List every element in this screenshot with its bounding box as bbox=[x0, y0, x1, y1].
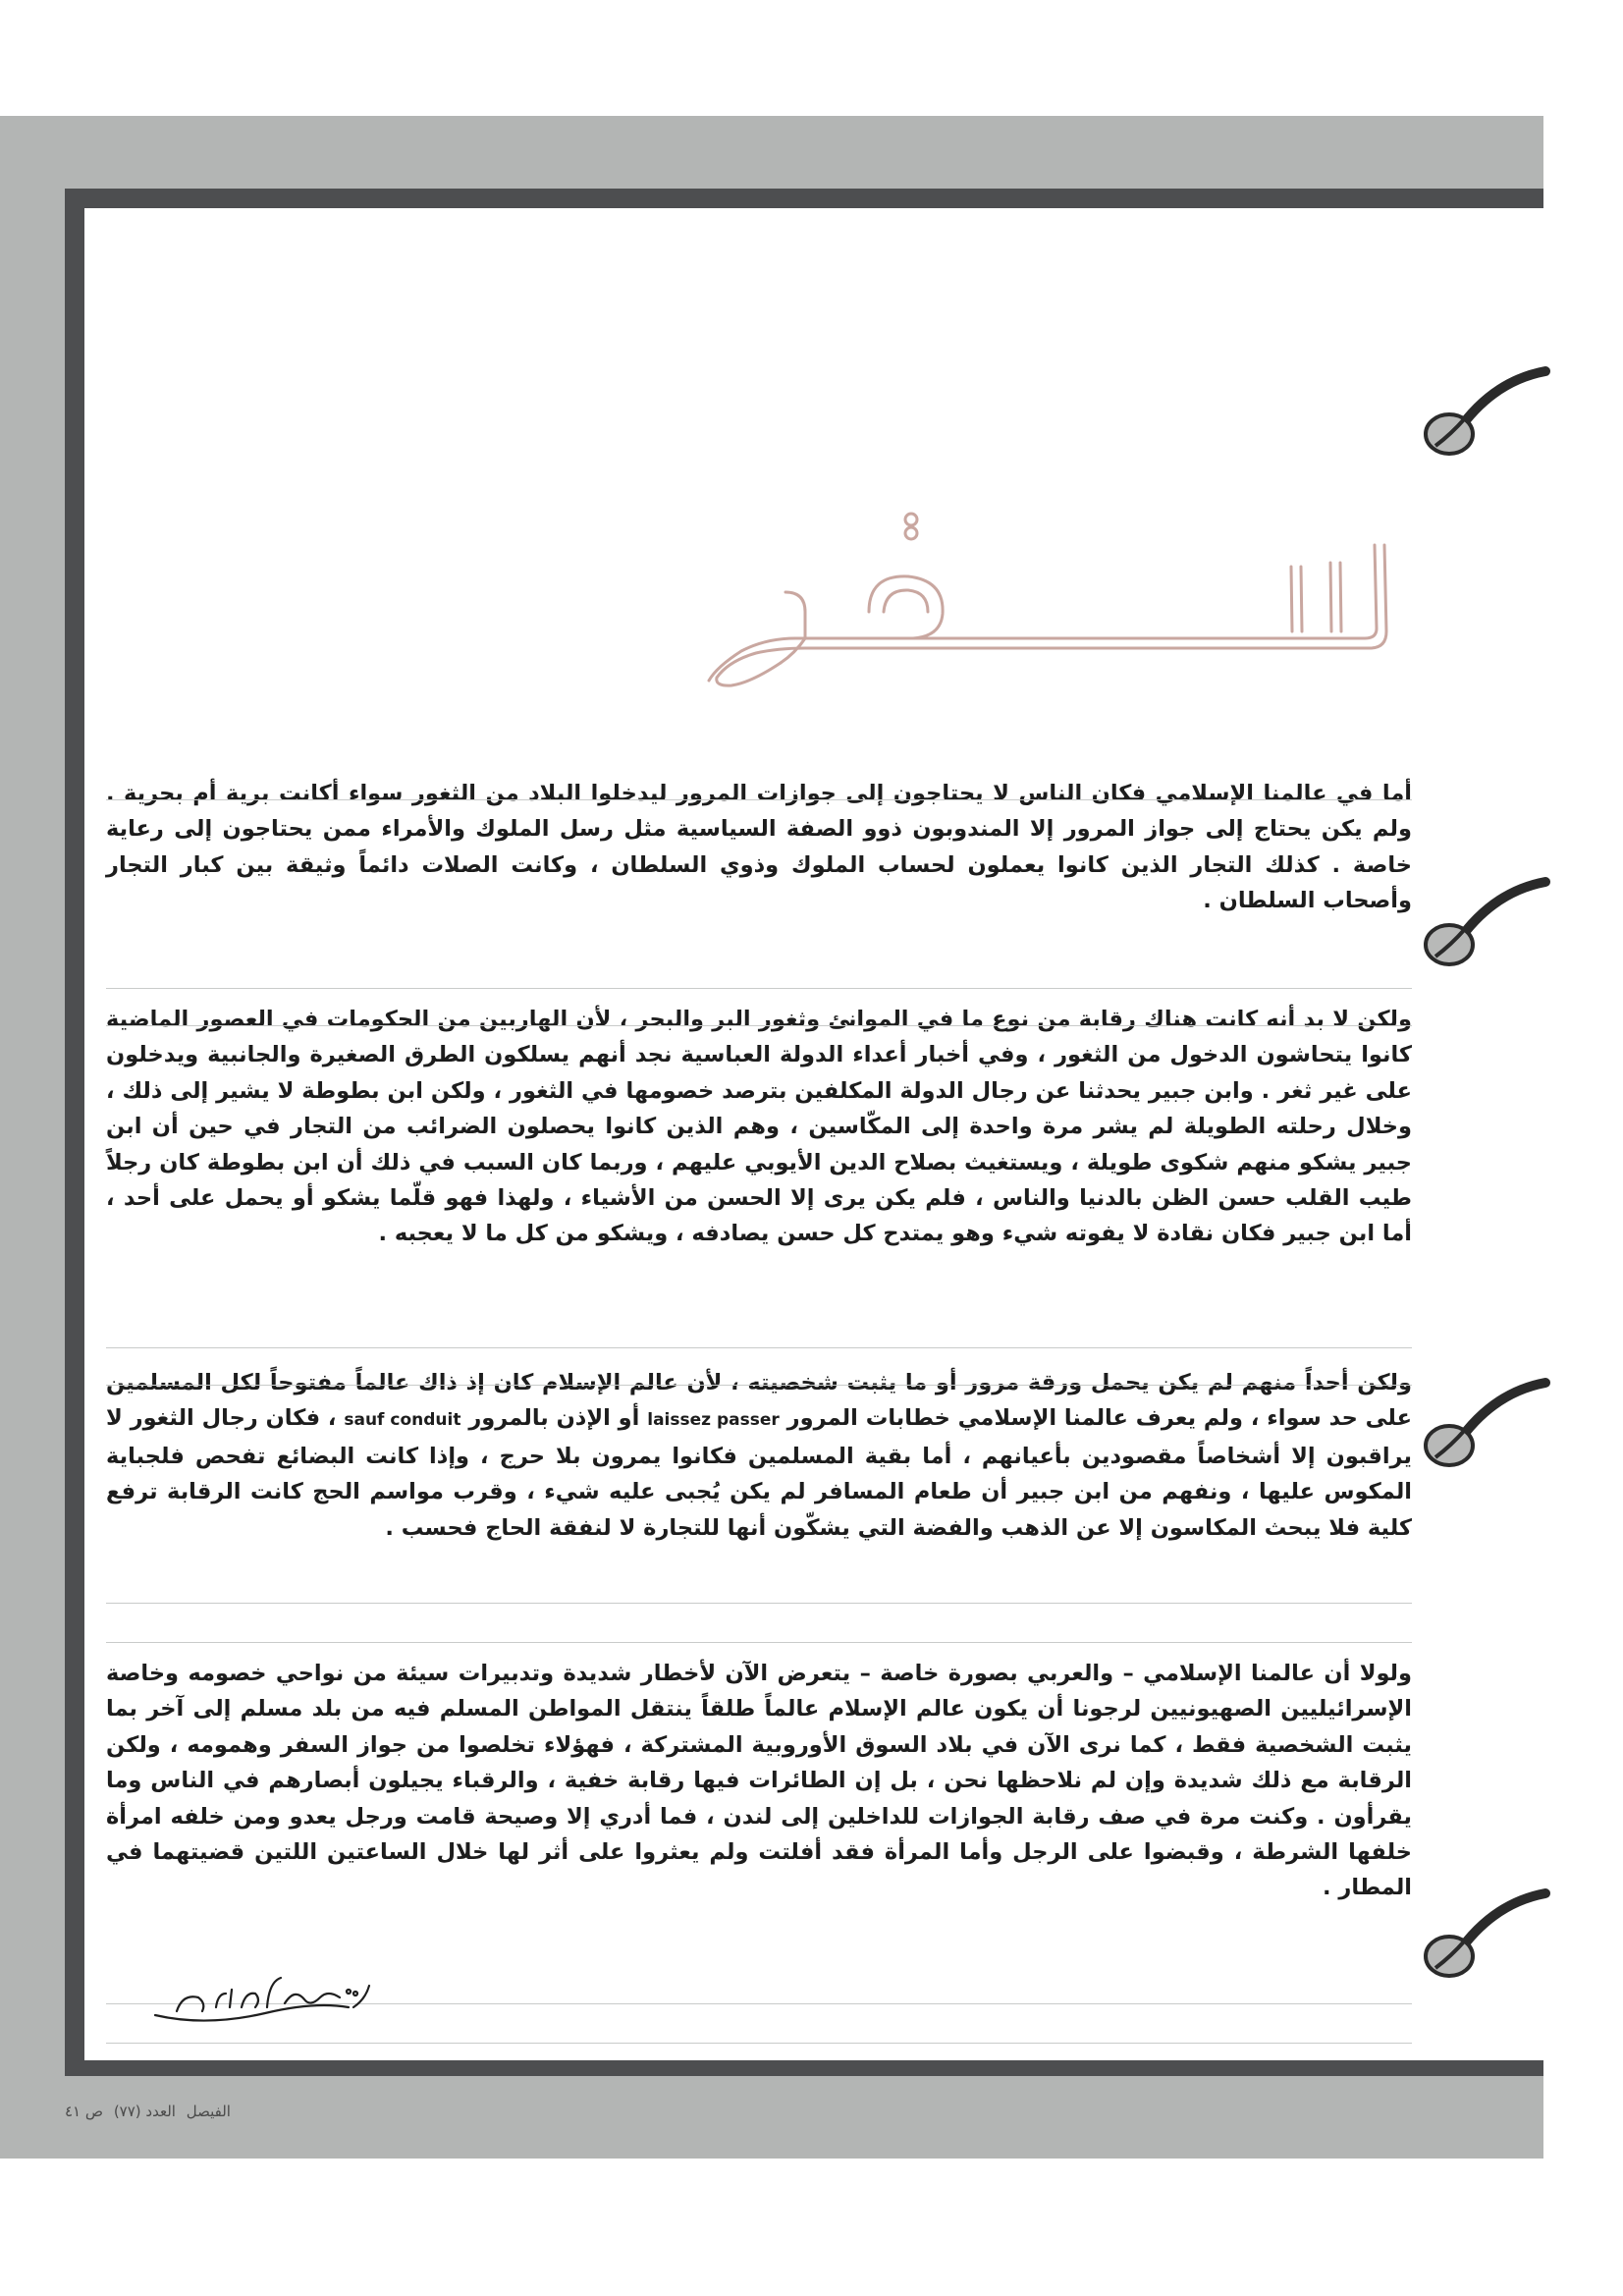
ruled-line bbox=[106, 1025, 1412, 1026]
ring-hook-icon bbox=[1414, 872, 1551, 980]
paragraph-3-part-a: ولكن أحداً منهم لم يكن يحمل ورقة مرور أو ما يثبت شخصيته ، لأن عالم الإسلام كان إذ ذاك عالماً مفتوحاً لكل المسلمين على حد سواء ، ولم يعرف عالمنا الإسلامي خطابات المرور bbox=[106, 1370, 1412, 1432]
paragraph-3 bbox=[106, 1365, 1412, 1546]
ruled-line bbox=[106, 988, 1412, 989]
ruled-line bbox=[106, 1347, 1412, 1348]
paragraph-4: ولولا أن عالمنا الإسلامي – والعربي بصورة خاصة – يتعرض الآن لأخطار شديدة وتدبيرات سيئة من نواحي خصومه وخاصة الإسرائيليين الصهيونيين لرجونا أن يكون عالم الإسلام عالماً طلقاً ينتقل المواطن المسلم فيه من بلد مسلم إلى آخر بما يثبت الشخصية فقط ، كما نرى الآن في بلاد السوق الأوروبية المشتركة ، فهؤلاء تخلصوا من جواز السفر وهمومه ، ولكن الرقابة مع ذلك شديدة وإن لم نلاحظها نحن ، بل إن الطائرات فيها رقابة خفية ، والرقباء يجيلون أبصارهم في الناس وما يقرأون . وكنت مرة في صف رقابة الجوازات للداخلين إلى لندن ، فما أدري إلا وصيحة قامت ورجل يعدو ومن خلفه امرأة خلفها الشرطة ، وقبضوا على الرجل وأما المرأة فقد أفلتت ولم يعثروا على أثر لها خلال الساعتين اللتين قضيتهما في المطار . bbox=[106, 1661, 1412, 1901]
ruled-line bbox=[106, 2043, 1412, 2044]
paragraph-3-part-b: أو الإذن بالمرور bbox=[468, 1405, 640, 1432]
article-title bbox=[687, 506, 1404, 692]
ruled-line bbox=[106, 1385, 1412, 1386]
paragraph-3-part-c: ، فكان رجال الثغور لا يراقبون إلا أشخاصاً مقصودين بأعيانهم ، أما بقية المسلمين فكانوا يمرون بلا حرج ، وإذا كانت البضائع تفحص فلجباية المكوس عليها ، ونفهم من ابن جبير أن طعام المسافر لم يكن يُجبى عليه شيء ، وقرب مواسم الحج كانت الرقابة ترفع كلية فلا يبحث المكاسون إلا عن الذهب والفضة التي يشكّون أنها للتجارة لا لنفقة الحاج فحسب . bbox=[106, 1405, 1412, 1541]
page-footer bbox=[59, 2103, 231, 2132]
footer-issue: العدد (٧٧) bbox=[113, 2103, 176, 2120]
term-laissez-passer: laissez passer bbox=[647, 1410, 780, 1431]
paragraph-1: أما في عالمنا الإسلامي فكان الناس لا يحتاجون إلى جوازات المرور ليدخلوا البلاد من الثغور سواء أكانت برية أم بحرية . ولم يكن يحتاج إلى جواز المرور إلا المندوبون ذوو الصفة السياسية مثل رسل الملوك والأمراء ممن يحتاجون إلى رعاية خاصة . كذلك التجار الذين كانوا يعملون لحساب الملوك وذوي السلطان ، وكانت الصلات دائماً وثيقة بين كبار التجار وأصحاب السلطان . bbox=[106, 781, 1412, 914]
ring-hook-icon bbox=[1414, 1884, 1551, 1992]
ruled-line bbox=[106, 799, 1412, 800]
ruled-line bbox=[106, 1603, 1412, 1604]
paragraph-2: ولكن لا بد أنه كانت هناك رقابة من نوع ما في الموانئ وثغور البر والبحر ، لأن الهاربين من الحكومات في العصور الماضية كانوا يتحاشون الدخول من الثغور ، وفي أخبار أعداء الدولة العباسية نجد أنهم يسلكون الطرق الصغيرة والجانبية ويدخلون على غير ثغر . وابن جبير يحدثنا عن رجال الدولة المكلفين بترصد خصومها في الثغور ، ولكن ابن بطوطة لا يشير إلى ذلك ، وخلال رحلته الطويلة لم يشر مرة واحدة إلى المكّاسين ، وهم الذين كانوا يحصلون الضرائب من التجار في حين أن ابن جبير يشكو منهم شكوى طويلة ، ويستغيث بصلاح الدين الأيوبي عليهم ، وربما كان السبب في ذلك أن ابن بطوطة كان رجلاً طيب القلب حسن الظن بالدنيا والناس ، فلم يكن يرى إلا الحسن من الأشياء ، ولهذا فهو قلّما يشكو أو يحمل على أحد ، أما ابن جبير فكان نقادة لا يفوته شيء وهو يمتدح كل حسن يصادفه ، ويشكو من كل ما لا يعجبه . bbox=[106, 1007, 1412, 1247]
author-signature bbox=[147, 1964, 383, 2035]
term-sauf-conduit: sauf conduit bbox=[344, 1410, 461, 1431]
footer-page: ص ٤١ bbox=[65, 2103, 104, 2120]
ring-hook-icon bbox=[1414, 1373, 1551, 1481]
footer-magazine: الفيصل bbox=[186, 2103, 231, 2120]
ruled-line bbox=[106, 1642, 1412, 1643]
ring-hook-icon bbox=[1414, 361, 1551, 469]
